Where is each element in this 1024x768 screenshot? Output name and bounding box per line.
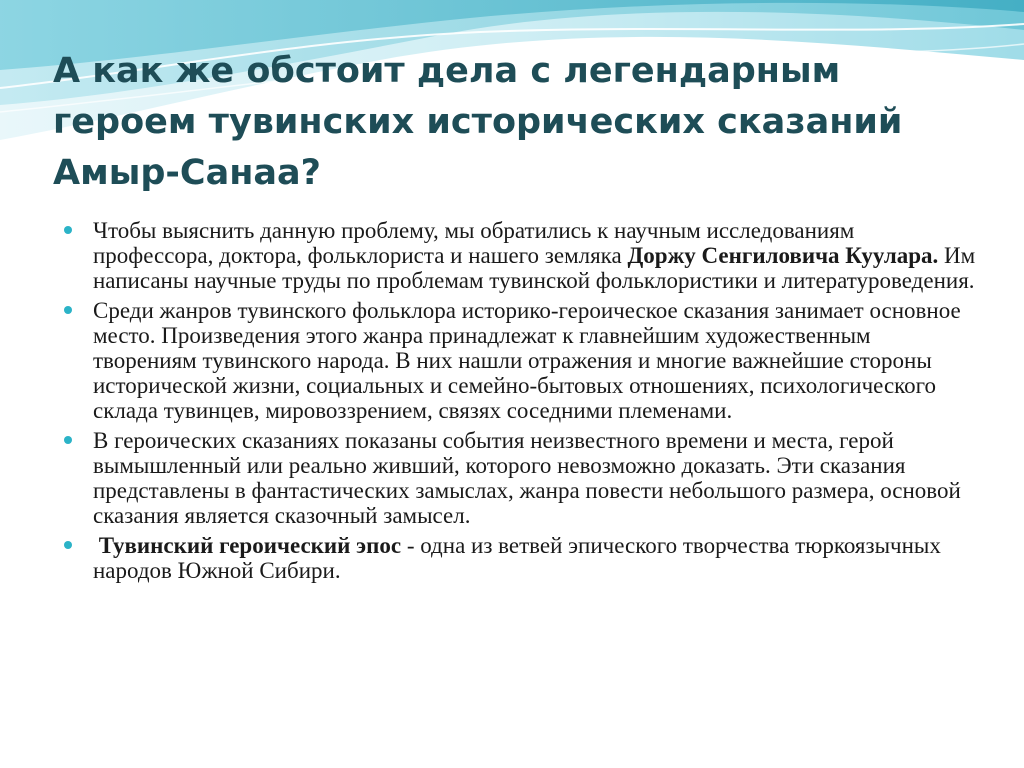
bullet-dot-icon xyxy=(64,306,72,314)
bullet-text: В героических сказаниях показаны события неизвестного времени и места, герой вымышленный или реально живший, которого невозможно доказать. Эти сказания представлены в фантастических замыслах, жанра повести небольшого размера, основой сказания является сказочный замысел. xyxy=(93,428,961,528)
bullet-text: Чтобы выяснить данную проблему, мы обратились к научным исследованиям профессора, доктора, фольклориста и нашего земляка xyxy=(93,218,855,268)
bullet-text-continued: - одна из ветвей эпического творчества тюркоязычных народов Южной Сибири. xyxy=(93,533,941,583)
bullet-list xyxy=(60,218,980,588)
slide-title: А как же обстоит дела с легендарным героем тувинских исторических сказаний Амыр-Санаа? xyxy=(53,51,903,193)
bullet-dot-icon xyxy=(64,436,72,444)
bullet-dot-icon xyxy=(64,226,72,234)
bullet-item xyxy=(60,533,980,583)
bullet-text: Среди жанров тувинского фольклора историко-героическое сказания занимает основное место. Произведения этого жанра принадлежат к главнейшим художественным творениям тувинского народа. В них нашли отражения и многие важнейшие стороны исторической жизни, социальных и семейно-бытовых отношениях, психологического склада тувинцев, мировоззрением, связях соседними племенами. xyxy=(93,298,961,423)
bullet-text-continued: Им написаны научные труды по проблемам тувинской фольклористики и литературоведения. xyxy=(93,243,976,293)
epic-term: Тувинский героический эпос xyxy=(98,533,402,558)
bullet-dot-icon xyxy=(64,541,72,549)
bullet-item xyxy=(60,298,980,423)
bullet-item xyxy=(60,428,980,528)
bullet-item xyxy=(60,218,980,293)
professor-name: Доржу Сенгиловича Куулара. xyxy=(627,243,939,268)
